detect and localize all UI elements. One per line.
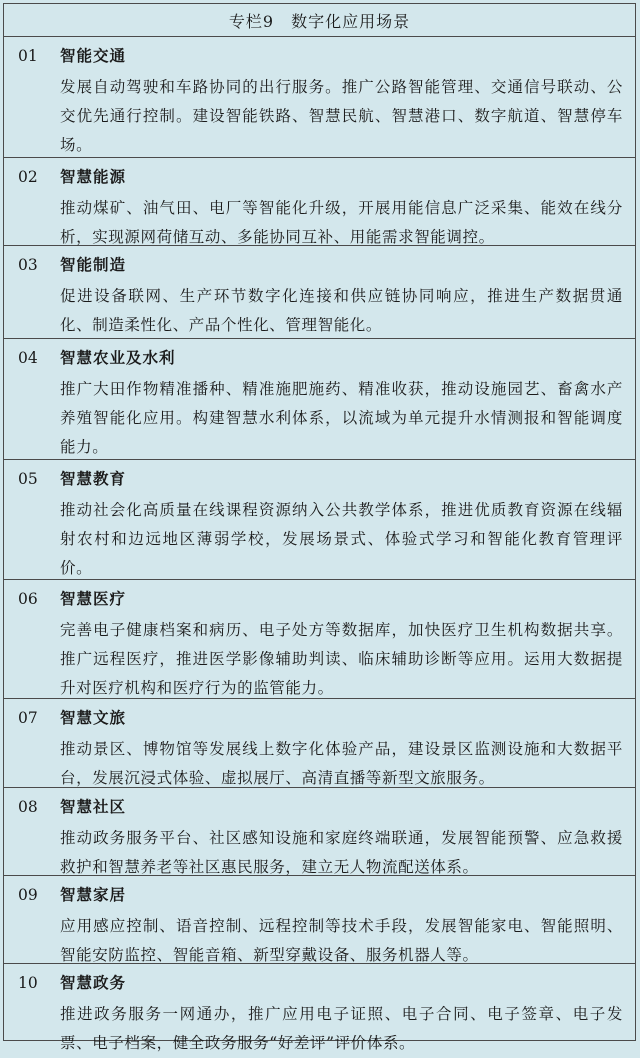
section-title: 智慧政务 xyxy=(60,973,127,992)
section-body: 推动社会化高质量在线课程资源纳入公共教学体系，推进优质教育资源在线辐射农村和边远地区薄弱学校，发展场景式、体验式学习和智能化教育管理评价。 xyxy=(60,501,623,577)
section-title: 智能制造 xyxy=(60,255,127,274)
section-09 xyxy=(4,876,635,964)
section-body: 推动煤矿、油气田、电厂等智能化升级，开展用能信息广泛采集、能效在线分析，实现源网荷储互动、多能协同互补、用能需求智能调控。 xyxy=(60,199,623,246)
section-body: 推动政务服务平台、社区感知设施和家庭终端联通，发展智能预警、应急救援救护和智慧养老等社区惠民服务，建立无人物流配送体系。 xyxy=(60,829,623,876)
section-body: 推广大田作物精准播种、精准施肥施药、精准收获，推动设施园艺、畜禽水产养殖智能化应用。构建智慧水利体系，以流域为单元提升水情测报和智能调度能力。 xyxy=(60,380,623,456)
section-number: 09 xyxy=(18,886,38,904)
section-number: 07 xyxy=(18,709,38,727)
section-title: 智慧教育 xyxy=(60,469,127,488)
section-05 xyxy=(4,460,635,580)
section-02 xyxy=(4,158,635,246)
section-07 xyxy=(4,699,635,788)
section-title: 智能交通 xyxy=(60,46,127,65)
section-03 xyxy=(4,246,635,339)
section-title: 智慧社区 xyxy=(60,797,127,816)
section-body: 促进设备联网、生产环节数字化连接和供应链协同响应，推进生产数据贯通化、制造柔性化、产品个性化、管理智能化。 xyxy=(60,287,623,334)
feature-box xyxy=(3,3,636,1052)
section-number: 10 xyxy=(18,974,38,992)
section-number: 05 xyxy=(18,470,38,488)
section-body: 应用感应控制、语音控制、远程控制等技术手段，发展智能家电、智能照明、智能安防监控、智能音箱、新型穿戴设备、服务机器人等。 xyxy=(60,917,623,964)
section-10 xyxy=(4,964,635,1052)
box-title: 专栏9 数字化应用场景 xyxy=(4,4,635,37)
section-title: 智慧文旅 xyxy=(60,708,127,727)
section-01 xyxy=(4,37,635,158)
section-number: 08 xyxy=(18,798,38,816)
section-number: 01 xyxy=(18,47,38,65)
section-number: 02 xyxy=(18,168,38,186)
section-04 xyxy=(4,339,635,460)
section-title: 智慧医疗 xyxy=(60,589,127,608)
section-number: 03 xyxy=(18,256,38,274)
section-title: 智慧农业及水利 xyxy=(60,348,176,367)
section-number: 04 xyxy=(18,349,38,367)
section-number: 06 xyxy=(18,590,38,608)
section-06 xyxy=(4,580,635,699)
section-08 xyxy=(4,788,635,876)
section-body: 推进政务服务一网通办，推广应用电子证照、电子合同、电子签章、电子发票、电子档案，健全政务服务“好差评”评价体系。 xyxy=(60,1005,623,1052)
section-body: 发展自动驾驶和车路协同的出行服务。推广公路智能管理、交通信号联动、公交优先通行控制。建设智能铁路、智慧民航、智慧港口、数字航道、智慧停车场。 xyxy=(60,78,623,154)
section-title: 智慧能源 xyxy=(60,167,127,186)
section-body: 完善电子健康档案和病历、电子处方等数据库，加快医疗卫生机构数据共享。推广远程医疗，推进医学影像辅助判读、临床辅助诊断等应用。运用大数据提升对医疗机构和医疗行为的监管能力。 xyxy=(60,621,623,697)
section-body: 推动景区、博物馆等发展线上数字化体验产品，建设景区监测设施和大数据平台，发展沉浸式体验、虚拟展厅、高清直播等新型文旅服务。 xyxy=(60,740,623,787)
section-title: 智慧家居 xyxy=(60,885,127,904)
